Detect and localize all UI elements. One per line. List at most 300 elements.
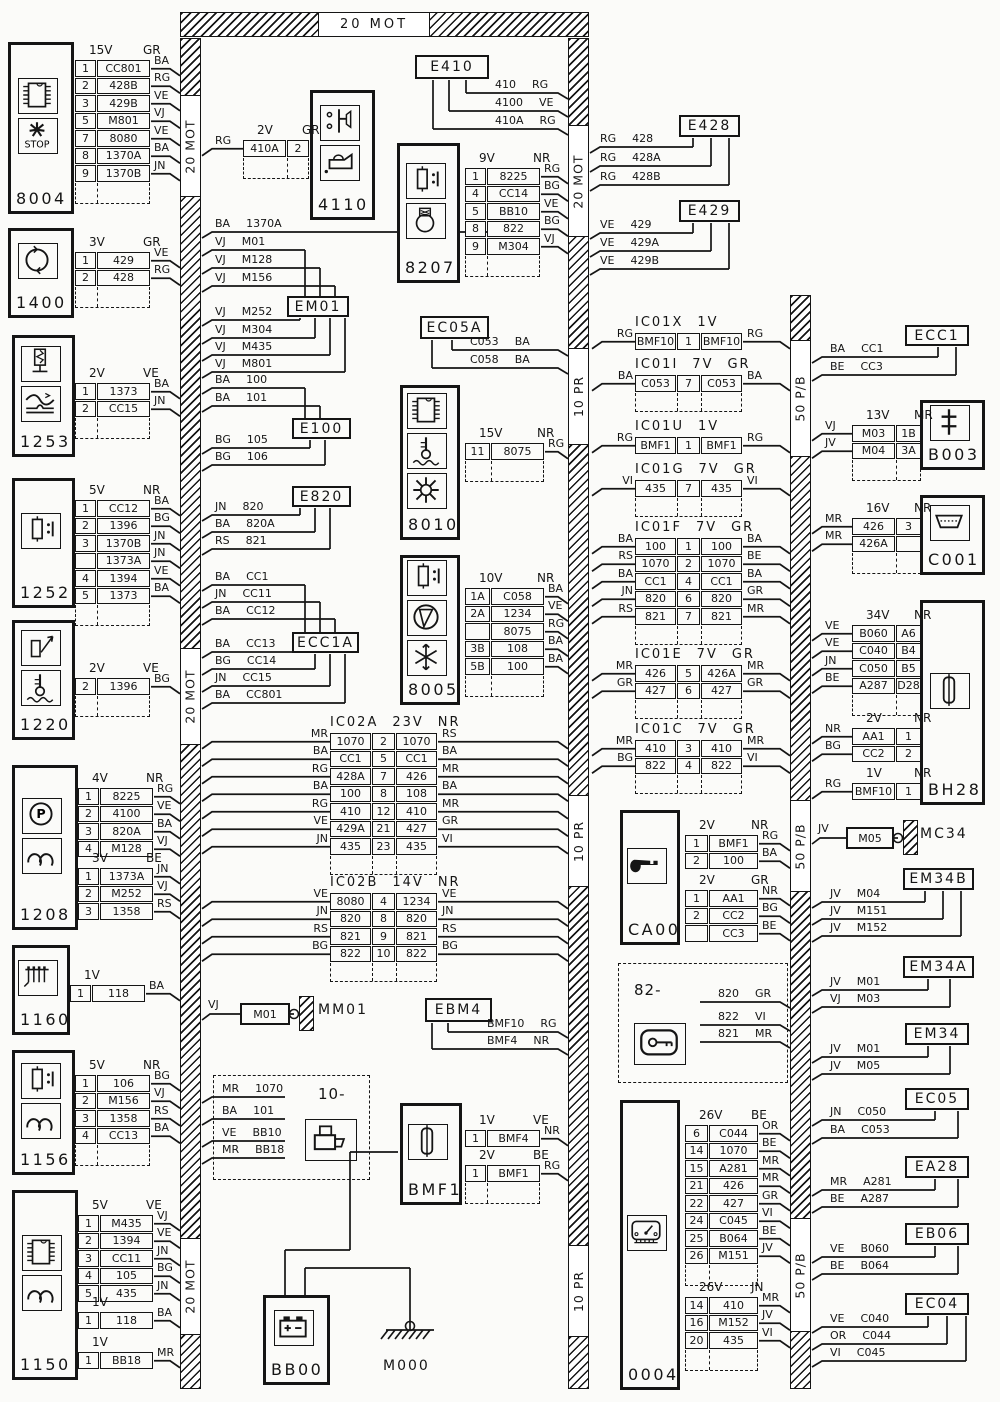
harness-label-text: 20 MOT [571, 153, 587, 209]
pin-number: 1 [78, 788, 99, 805]
connector-continuation-divider [487, 256, 488, 276]
splice-pin: 3 [677, 740, 700, 757]
wire [416, 1330, 423, 1339]
connector-ways: 1V [92, 1295, 108, 1309]
wire-color: RG [544, 1158, 561, 1172]
wire-id: 1370B [97, 535, 150, 552]
pin-number: 1 [75, 383, 96, 400]
splice-ways: 7V [698, 462, 720, 477]
splice-right-wire: CC1 [701, 573, 742, 590]
connector-color: VE [143, 366, 159, 380]
wire-label [215, 637, 275, 650]
flow-icon [21, 386, 61, 422]
connector-color: GR [751, 873, 769, 887]
wire-color: VI [747, 473, 758, 487]
wire-id: CC11 [242, 587, 272, 600]
wire [812, 686, 852, 693]
wire-color: VI [442, 831, 453, 845]
pin-number: 1 [75, 252, 96, 269]
splice-pin: 7 [677, 480, 700, 497]
wire-color: VE [154, 88, 169, 102]
wire-id: 101 [246, 391, 268, 404]
wire [432, 1049, 568, 1055]
wire-color: RG [154, 263, 171, 277]
wire-color: BG [154, 1068, 170, 1082]
splice-name: IC01X [635, 315, 684, 330]
component-id: 1156 [20, 1150, 71, 1169]
connector-ways: 34V [866, 608, 890, 622]
tag-EC05 [905, 1088, 969, 1110]
pin-number: 2 [75, 1093, 96, 1110]
splice-pin: 8 [372, 786, 395, 803]
wire-color: VJ [215, 305, 226, 318]
tag-label: EC05A [426, 319, 483, 336]
wire-color: VE [222, 1126, 237, 1139]
wire-label [830, 1123, 890, 1136]
pin-number: 2 [75, 678, 96, 695]
ground-terminal [406, 1322, 415, 1331]
wire-id: A287 [852, 678, 895, 695]
wire-color: VE [313, 814, 328, 828]
tag-EM34A [903, 956, 974, 978]
wire [812, 544, 852, 551]
wire-color: JV [830, 887, 841, 900]
connector-header [852, 408, 938, 424]
wire-color: JV [762, 1308, 773, 1322]
connector-continuation [465, 256, 540, 277]
wire-color: RS [215, 534, 230, 547]
component-id: C001 [928, 550, 980, 569]
wire-id: BMF4 [487, 1130, 540, 1147]
wire-id: A281 [709, 1160, 758, 1177]
tag-label: EBM4 [434, 1002, 483, 1018]
wire-color: JN [825, 653, 837, 667]
connector-ways: 2V [89, 661, 105, 675]
wire-color: JV [830, 1042, 841, 1055]
connector-continuation-divider [487, 1183, 488, 1203]
wire-label [830, 1259, 889, 1272]
wire-color: VJ [215, 357, 226, 370]
wire-color: BA [215, 391, 231, 404]
wire-color: NR [825, 721, 841, 735]
pin-number: 1 [465, 168, 486, 185]
wire-id: 1070 [255, 1082, 284, 1095]
wire-id: 822 [487, 221, 540, 238]
connector-continuation-divider [97, 418, 98, 438]
splice-name: IC02B [330, 875, 379, 890]
wire-label [215, 305, 272, 318]
wire [743, 691, 790, 698]
wire-id: M156 [241, 271, 273, 284]
wire-color: RG [540, 1017, 557, 1030]
wire-id: CC12 [246, 604, 276, 617]
wire-id: 8225 [487, 168, 540, 185]
splice-left-wire: BMF1 [635, 437, 676, 454]
option-box-id: 10- [318, 1085, 346, 1103]
splice-left-wire: 435 [330, 838, 371, 855]
splice-left-wire: 410 [635, 740, 676, 757]
splice-pin: 4 [677, 573, 700, 590]
connector-ways: 10V [479, 571, 503, 585]
connector-ways: 3V [89, 235, 105, 249]
wire [202, 465, 325, 471]
wire-id: CC14 [487, 186, 540, 203]
wire-id: CC1 [861, 342, 884, 355]
wire-color: BA [154, 1121, 170, 1135]
wire-color: VJ [157, 834, 168, 848]
connector-continuation [685, 1350, 758, 1371]
resistordots-icon [21, 513, 61, 549]
wire-color: MR [825, 529, 843, 543]
wire [743, 489, 790, 496]
pin-number: 1 [78, 1215, 99, 1232]
harness-label [790, 340, 811, 457]
splice-right-wire: 435 [701, 480, 742, 497]
fuse-icon [408, 1124, 448, 1160]
wire-id: CC13 [97, 1128, 150, 1145]
wire-id: 822 [718, 1010, 739, 1023]
pin-number: 2A [465, 606, 490, 623]
wire-label [600, 132, 653, 145]
wire-color: VE [830, 1242, 845, 1255]
connector-continuation [75, 183, 150, 204]
wire-id: 8080 [97, 130, 150, 147]
connector-continuation-divider [491, 676, 492, 696]
splice-ways: 14V [392, 875, 424, 890]
coils-icon [22, 1275, 62, 1311]
connector-continuation [75, 605, 150, 626]
connector-color: NR [537, 571, 555, 585]
wire-color: JN [157, 1243, 169, 1257]
splice-name: IC02A [330, 715, 379, 730]
harness-label [568, 348, 589, 445]
wire [409, 1330, 416, 1339]
wire-color: BG [154, 511, 170, 525]
splice-continuation-divider [396, 963, 397, 981]
ground-id: M000 [383, 1358, 430, 1374]
wire-id: 1396 [97, 518, 150, 535]
wire-color: MR [762, 1171, 780, 1185]
wire [202, 149, 243, 156]
connector-color: BE [751, 1108, 767, 1122]
wire-id: C050 [857, 1105, 887, 1118]
pin-number: 1 [78, 1312, 99, 1329]
component-id: 0004 [628, 1365, 679, 1384]
wire-id: 1370A [246, 217, 282, 230]
component-id: 1160 [20, 1010, 71, 1029]
wire-id: CC801 [246, 688, 283, 701]
harness-label-text: 10 PR [571, 1270, 587, 1312]
wire-label [215, 587, 272, 600]
component-id: 1400 [16, 293, 67, 312]
wire-label [215, 271, 272, 284]
wire-label [830, 1346, 885, 1359]
wire-label [830, 992, 880, 1005]
connector-ways: 26V [699, 1108, 723, 1122]
connector-ways: 26V [699, 1280, 723, 1294]
splice-title [635, 315, 733, 330]
connector-color: NR [914, 501, 932, 515]
connector-color: NR [914, 711, 932, 725]
battery-icon [274, 1310, 314, 1346]
wire-id: CC2 [852, 746, 895, 763]
wire-color: BA [157, 816, 173, 830]
wire-id: 1373 [97, 383, 150, 400]
wire-id: M801 [241, 357, 273, 370]
wire-color: BA [442, 744, 458, 758]
wire-color: NR [544, 1123, 560, 1137]
pin-number: 15 [685, 1160, 708, 1177]
wire-id: 821 [718, 1027, 739, 1040]
splice-left-wire: 8080 [330, 893, 371, 910]
wire [812, 1361, 966, 1367]
wire-id: 428 [632, 132, 654, 145]
pin-number: 3 [78, 1250, 99, 1267]
harness-label-text: 10 PR [571, 375, 587, 418]
wire-id: 1394 [97, 570, 150, 587]
wire [592, 384, 635, 391]
wire-label [830, 887, 880, 900]
wire-color: VJ [157, 1208, 168, 1222]
splice-continuation-divider [396, 856, 397, 874]
splice-pin: 4 [677, 758, 700, 775]
wire-id: 1396 [97, 678, 150, 695]
connector-color: NR [533, 151, 551, 165]
svg-text:STOP: STOP [24, 139, 50, 151]
wire-color: MR [755, 1027, 773, 1040]
connector-ways: 3V [92, 851, 108, 865]
wire-id: M128 [241, 253, 273, 266]
wire-id: M01 [856, 1042, 881, 1055]
pin-number: 2 [75, 270, 96, 287]
splice-pin: 2 [372, 733, 395, 750]
wire-color: GR [762, 1188, 779, 1202]
tag-label: EM34A [909, 959, 968, 975]
tag-EA28 [905, 1156, 969, 1178]
wire-id: AA1 [709, 890, 758, 907]
connector-continuation-divider [287, 158, 288, 178]
ground-symbol [903, 820, 918, 855]
wire-color: BA [215, 373, 231, 386]
splice-left-wire: 820 [635, 591, 676, 608]
pin-number: 3 [75, 1110, 96, 1127]
wire-id: 821 [245, 534, 267, 547]
wire-color: VI [622, 473, 633, 487]
splice-right-wire: CC1 [396, 751, 437, 768]
pin-number: 14 [685, 1143, 708, 1160]
pin-number: 2 [75, 518, 96, 535]
wire-id: C050 [852, 660, 895, 677]
wire-color: VJ [215, 323, 226, 336]
splice-color: GR [727, 357, 751, 372]
wire-color: BA [215, 637, 231, 650]
splice-pin: 12 [372, 803, 395, 820]
splice-pin: 1 [677, 437, 700, 454]
wire [743, 766, 790, 773]
connector-header [243, 123, 326, 139]
tag-label: EB06 [914, 1226, 960, 1242]
pin-number: 2 [685, 908, 708, 925]
connector-continuation [465, 676, 544, 697]
connector-ways: 2V [257, 123, 273, 137]
component-id: BB00 [271, 1360, 324, 1379]
wire [154, 912, 180, 919]
tag-EC04 [905, 1293, 969, 1315]
wire-id: B064 [860, 1259, 890, 1272]
wire [438, 954, 568, 961]
wire-color: RG [532, 78, 549, 91]
wire-color: JN [157, 1278, 169, 1292]
wire-label [830, 342, 883, 355]
wire-id: 106 [97, 1075, 150, 1092]
pin-number [685, 925, 708, 942]
splice-ways: 1V [697, 419, 720, 434]
wire-label [600, 170, 661, 183]
pin-number: 8 [465, 221, 486, 238]
splice-left-wire: CC1 [635, 573, 676, 590]
wire-id: BMF10 [487, 1017, 525, 1030]
pin-number: 4 [75, 1128, 96, 1145]
tag-E410 [415, 55, 489, 79]
wire-label [215, 391, 267, 404]
wire-id: A287 [860, 1192, 890, 1205]
wire-color: VE [600, 254, 615, 267]
splice-name: IC01C [635, 722, 684, 737]
wire-color: VE [313, 886, 328, 900]
wire-id: AA1 [852, 728, 895, 745]
wire-color: JV [830, 975, 841, 988]
pin-number: 3 [78, 903, 99, 920]
splice-continuation-divider [372, 963, 373, 981]
wire-color: VE [154, 123, 169, 137]
pin-number: 5 [75, 588, 96, 605]
wire-color: RG [616, 326, 633, 340]
wire-id: M01 [856, 975, 881, 988]
wire-id: B064 [709, 1230, 758, 1247]
wire-id: 1370A [97, 148, 150, 165]
splice-right-wire: 821 [396, 928, 437, 945]
connector-color: VE [146, 1198, 162, 1212]
splice-right-wire: 100 [701, 538, 742, 555]
wire-color: MR [825, 511, 843, 525]
wire-color: BA [747, 531, 763, 545]
wire [202, 406, 320, 412]
pump-icon [407, 600, 447, 636]
splice-title [635, 520, 754, 535]
snow-icon [407, 640, 447, 676]
pin-number: 4 [78, 841, 99, 858]
ground-stud-box: M01 [240, 1003, 290, 1025]
wire-color: BG [825, 739, 841, 753]
wire-color: MR [747, 658, 765, 672]
wire-id: C053 [470, 335, 499, 348]
wire [438, 777, 568, 784]
pin-number: 1 [75, 1075, 96, 1092]
wire-id: A281 [863, 1175, 892, 1188]
splice-ways: 7V [697, 722, 719, 737]
wire [743, 384, 790, 391]
pin-number: A6 [896, 625, 921, 642]
wire-color: RS [157, 896, 172, 910]
wire-id: M152 [856, 921, 888, 934]
wire-label [215, 373, 267, 386]
wire-color: VE [539, 96, 554, 109]
harness-bar-vertical [568, 38, 589, 1389]
pin-number: 24 [685, 1213, 708, 1230]
wire [545, 667, 568, 674]
wire-color: MR [762, 1290, 780, 1304]
wire-color: JV [830, 921, 841, 934]
component-icons [397, 161, 454, 241]
splice-right-wire: 426 [396, 768, 437, 785]
wire-id: CC12 [97, 500, 150, 517]
tag-label: EM34B [909, 871, 968, 887]
wire-color: BA [154, 53, 170, 67]
splice-color: GR [731, 520, 755, 535]
component-icons [620, 846, 674, 886]
wire-color: JV [818, 822, 829, 835]
connector-color: GR [302, 123, 320, 137]
splice-continuation [635, 775, 742, 794]
connector-ways: 2V [699, 818, 715, 832]
wire [812, 792, 852, 799]
splice-left-wire: 100 [330, 786, 371, 803]
tag-E428 [679, 115, 740, 137]
pin-number: 1 [896, 728, 921, 745]
splice-left-wire: 427 [635, 683, 676, 700]
connector-ways: 15V [89, 43, 113, 57]
pin-number: 4 [75, 570, 96, 587]
pin-number: 2 [75, 401, 96, 418]
tag-label: E820 [299, 488, 344, 505]
connector-color: NR [143, 483, 161, 497]
wire-color: BE [762, 918, 777, 932]
wire-label [215, 433, 268, 446]
wire-color: JN [154, 394, 166, 408]
wire-color: BA [548, 581, 564, 595]
pin-number [465, 623, 490, 640]
pin-number: 1 [896, 783, 921, 800]
wire-color: BA [215, 217, 231, 230]
wire-color: RG [154, 71, 171, 85]
wire-color: OR [762, 1118, 779, 1132]
wire-id: 118 [100, 1312, 153, 1329]
harness-label [790, 800, 811, 892]
splice-name: IC01E [635, 647, 683, 662]
connector-continuation [75, 418, 150, 439]
wire [592, 617, 635, 624]
pin-number: 20 [685, 1332, 708, 1349]
connector-color: BE [146, 851, 162, 865]
connector-ways: 9V [479, 151, 495, 165]
wire-label [830, 1042, 880, 1055]
pin-number: 2 [685, 853, 708, 870]
wire-label [215, 357, 272, 370]
pin-number: 2 [78, 886, 99, 903]
thermo-icon [407, 433, 447, 469]
wire-id: BMF10 [852, 783, 895, 800]
wire-id: 428 [97, 270, 150, 287]
splice-color: NR [437, 875, 461, 890]
connector-ways: 13V [866, 408, 890, 422]
ground-id: MC34 [920, 826, 968, 842]
wire [202, 1014, 240, 1020]
splice-right-wire: 427 [396, 821, 437, 838]
wire-id: 101 [253, 1104, 275, 1117]
splice-right-wire: BMF1 [701, 437, 742, 454]
wire-label [830, 360, 883, 373]
wire-label [495, 78, 548, 91]
